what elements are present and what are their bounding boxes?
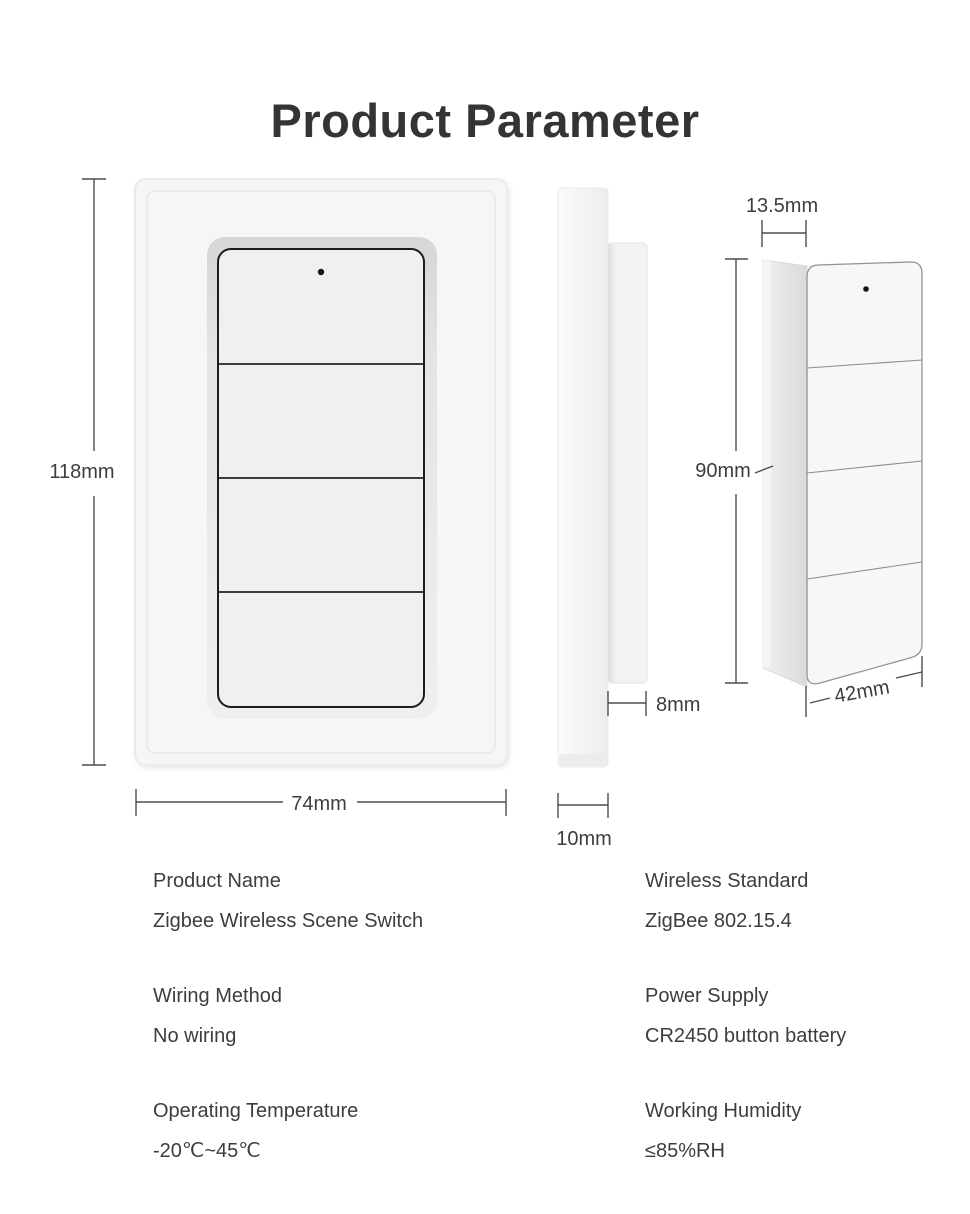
dimension-label-plate-thickness: 10mm [556,828,612,850]
module-side-face-highlight [763,260,771,668]
side-view-plate [558,188,608,767]
spec-value: ≤85%RH [645,1140,725,1162]
spec-value: No wiring [153,1025,237,1047]
spec-value: Zigbee Wireless Scene Switch [153,910,424,932]
dimension-module-side-depth [746,195,818,247]
dimension-label-module-height: 90mm [695,460,751,482]
spec-label: Operating Temperature [153,1100,359,1122]
dimension-front-height [49,179,114,765]
spec-value: CR2450 button battery [645,1025,847,1047]
spec-value: -20℃~45℃ [153,1140,261,1162]
spec-working-humidity [645,1099,846,1163]
led-dot-icon [318,269,324,275]
spec-label: Wireless Standard [645,870,809,892]
spec-power-supply [645,984,846,1048]
spec-column-left [153,869,423,1214]
side-view-module-shadow [608,244,619,682]
module-front-face [807,262,922,684]
spec-label: Wiring Method [153,985,282,1007]
dimension-label-module-side-depth: 13.5mm [745,195,819,217]
dimension-label-front-height: 118mm [49,461,115,483]
spec-value: ZigBee 802.15.4 [645,910,792,932]
perspective-view [763,260,922,687]
spec-label: Product Name [153,870,281,892]
side-view-plate-foot [559,754,607,766]
dimension-label-module-width: 42mm [832,676,892,708]
dimension-module-height [695,259,773,683]
front-view [135,179,507,765]
spec-operating-temperature [153,1099,423,1163]
dimension-module-thickness [608,691,700,716]
spec-column-right [645,869,846,1214]
spec-wireless-standard [645,869,846,933]
module-led-dot-icon [863,286,869,292]
side-view [558,188,647,767]
dimension-label-front-width: 74mm [291,793,347,815]
page-title: Product Parameter [270,94,700,148]
dimension-plate-thickness [556,793,612,850]
spec-label: Power Supply [645,985,769,1007]
dimension-label-module-thickness: 8mm [656,694,701,716]
spec-wiring-method [153,984,423,1048]
spec-label: Working Humidity [645,1100,802,1122]
dimension-front-width [136,789,506,816]
spec-product-name [153,869,423,933]
